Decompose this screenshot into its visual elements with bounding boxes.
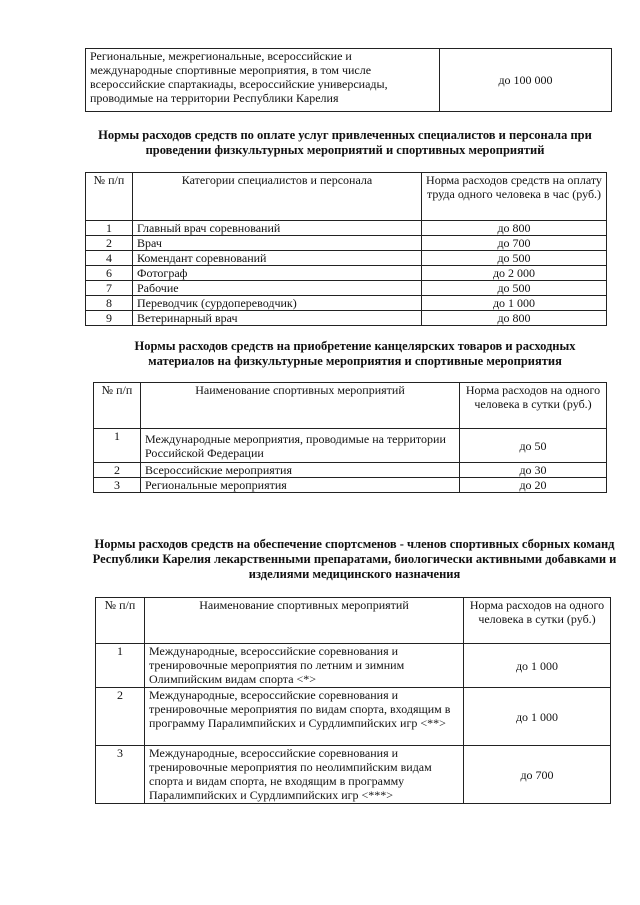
table-row bbox=[86, 221, 607, 236]
section2-table bbox=[93, 382, 607, 493]
row-name: Врач bbox=[133, 236, 422, 251]
section1-table bbox=[85, 172, 607, 326]
s2-header-event: Наименование спортивных мероприятий bbox=[141, 383, 460, 429]
s1-header-num: № п/п bbox=[86, 173, 133, 221]
section3-table bbox=[95, 597, 611, 804]
row-name: Всероссийские мероприятия bbox=[141, 463, 460, 478]
row-number: 2 bbox=[86, 236, 133, 251]
row-number: 1 bbox=[96, 644, 145, 688]
table-row bbox=[86, 266, 607, 281]
section3-title: Нормы расходов средств на обеспечение спортсменов - членов спортивных сборных команд Республики Карелия лекарственными препаратами, биологически активными добавками и изделиями медицинского назначения bbox=[92, 537, 617, 581]
row-name: Международные мероприятия, проводимые на территории Российской Федерации bbox=[141, 429, 460, 463]
row-number: 2 bbox=[94, 463, 141, 478]
s3-header-event: Наименование спортивных мероприятий bbox=[145, 598, 464, 644]
row-number: 2 bbox=[96, 688, 145, 746]
row-value: до 500 bbox=[422, 251, 607, 266]
s1-header-category: Категории специалистов и персонала bbox=[133, 173, 422, 221]
row-value: до 1 000 bbox=[464, 688, 611, 746]
row-value: до 2 000 bbox=[422, 266, 607, 281]
s1-header-norm: Норма расходов средств на оплату труда одного человека в час (руб.) bbox=[422, 173, 607, 221]
top-table bbox=[85, 48, 612, 112]
row-value: до 30 bbox=[460, 463, 607, 478]
table-row bbox=[86, 296, 607, 311]
row-name: Международные, всероссийские соревнования и тренировочные мероприятия по неолимпийским видам спорта и видам спорта, не входящим в программу Паралимпийских и Сурдлимпийских игр <***> bbox=[145, 746, 464, 804]
row-value: до 700 bbox=[464, 746, 611, 804]
row-value: до 800 bbox=[422, 311, 607, 326]
s2-header-norm: Норма расходов на одного человека в сутки (руб.) bbox=[460, 383, 607, 429]
table-row bbox=[96, 644, 611, 688]
top-row-text: Региональные, межрегиональные, всероссийские и международные спортивные мероприятия, в том числе всероссийские спартакиады, всероссийские универсиады, проводимые на территории Республики Карелия bbox=[86, 49, 440, 112]
table-row bbox=[94, 478, 607, 493]
row-value: до 50 bbox=[460, 429, 607, 463]
table-row bbox=[94, 463, 607, 478]
row-name: Главный врач соревнований bbox=[133, 221, 422, 236]
row-number: 1 bbox=[94, 429, 141, 463]
row-value: до 1 000 bbox=[422, 296, 607, 311]
row-name: Рабочие bbox=[133, 281, 422, 296]
row-name: Региональные мероприятия bbox=[141, 478, 460, 493]
row-name: Международные, всероссийские соревнования и тренировочные мероприятия по летним и зимним Олимпийским видам спорта <*> bbox=[145, 644, 464, 688]
row-value: до 20 bbox=[460, 478, 607, 493]
table-row bbox=[86, 311, 607, 326]
row-value: до 800 bbox=[422, 221, 607, 236]
row-name: Переводчик (сурдопереводчик) bbox=[133, 296, 422, 311]
table-row bbox=[96, 688, 611, 746]
table-row bbox=[94, 429, 607, 463]
section2-title: Нормы расходов средств на приобретение канцелярских товаров и расходных материалов на физкультурные мероприятия и спортивные мероприятия bbox=[134, 339, 576, 368]
row-number: 1 bbox=[86, 221, 133, 236]
row-number: 7 bbox=[86, 281, 133, 296]
row-number: 3 bbox=[96, 746, 145, 804]
row-number: 9 bbox=[86, 311, 133, 326]
row-number: 8 bbox=[86, 296, 133, 311]
top-row-value: до 100 000 bbox=[440, 49, 612, 112]
s3-header-norm: Норма расходов на одного человека в сутки (руб.) bbox=[464, 598, 611, 644]
table-row bbox=[96, 746, 611, 804]
row-number: 3 bbox=[94, 478, 141, 493]
s2-header-num: № п/п bbox=[94, 383, 141, 429]
s3-header-num: № п/п bbox=[96, 598, 145, 644]
row-name: Фотограф bbox=[133, 266, 422, 281]
row-value: до 1 000 bbox=[464, 644, 611, 688]
section1-title: Нормы расходов средств по оплате услуг привлеченных специалистов и персонала при проведении физкультурных мероприятий и спортивных мероприятий bbox=[98, 128, 592, 157]
table-row bbox=[86, 281, 607, 296]
row-name: Комендант соревнований bbox=[133, 251, 422, 266]
table-row bbox=[86, 251, 607, 266]
row-value: до 700 bbox=[422, 236, 607, 251]
row-name: Международные, всероссийские соревнования и тренировочные мероприятия по видам спорта, входящим в программу Паралимпийских и Сурдлимпийских игр <**> bbox=[145, 688, 464, 746]
row-number: 4 bbox=[86, 251, 133, 266]
row-name: Ветеринарный врач bbox=[133, 311, 422, 326]
row-value: до 500 bbox=[422, 281, 607, 296]
row-number: 6 bbox=[86, 266, 133, 281]
table-row bbox=[86, 236, 607, 251]
